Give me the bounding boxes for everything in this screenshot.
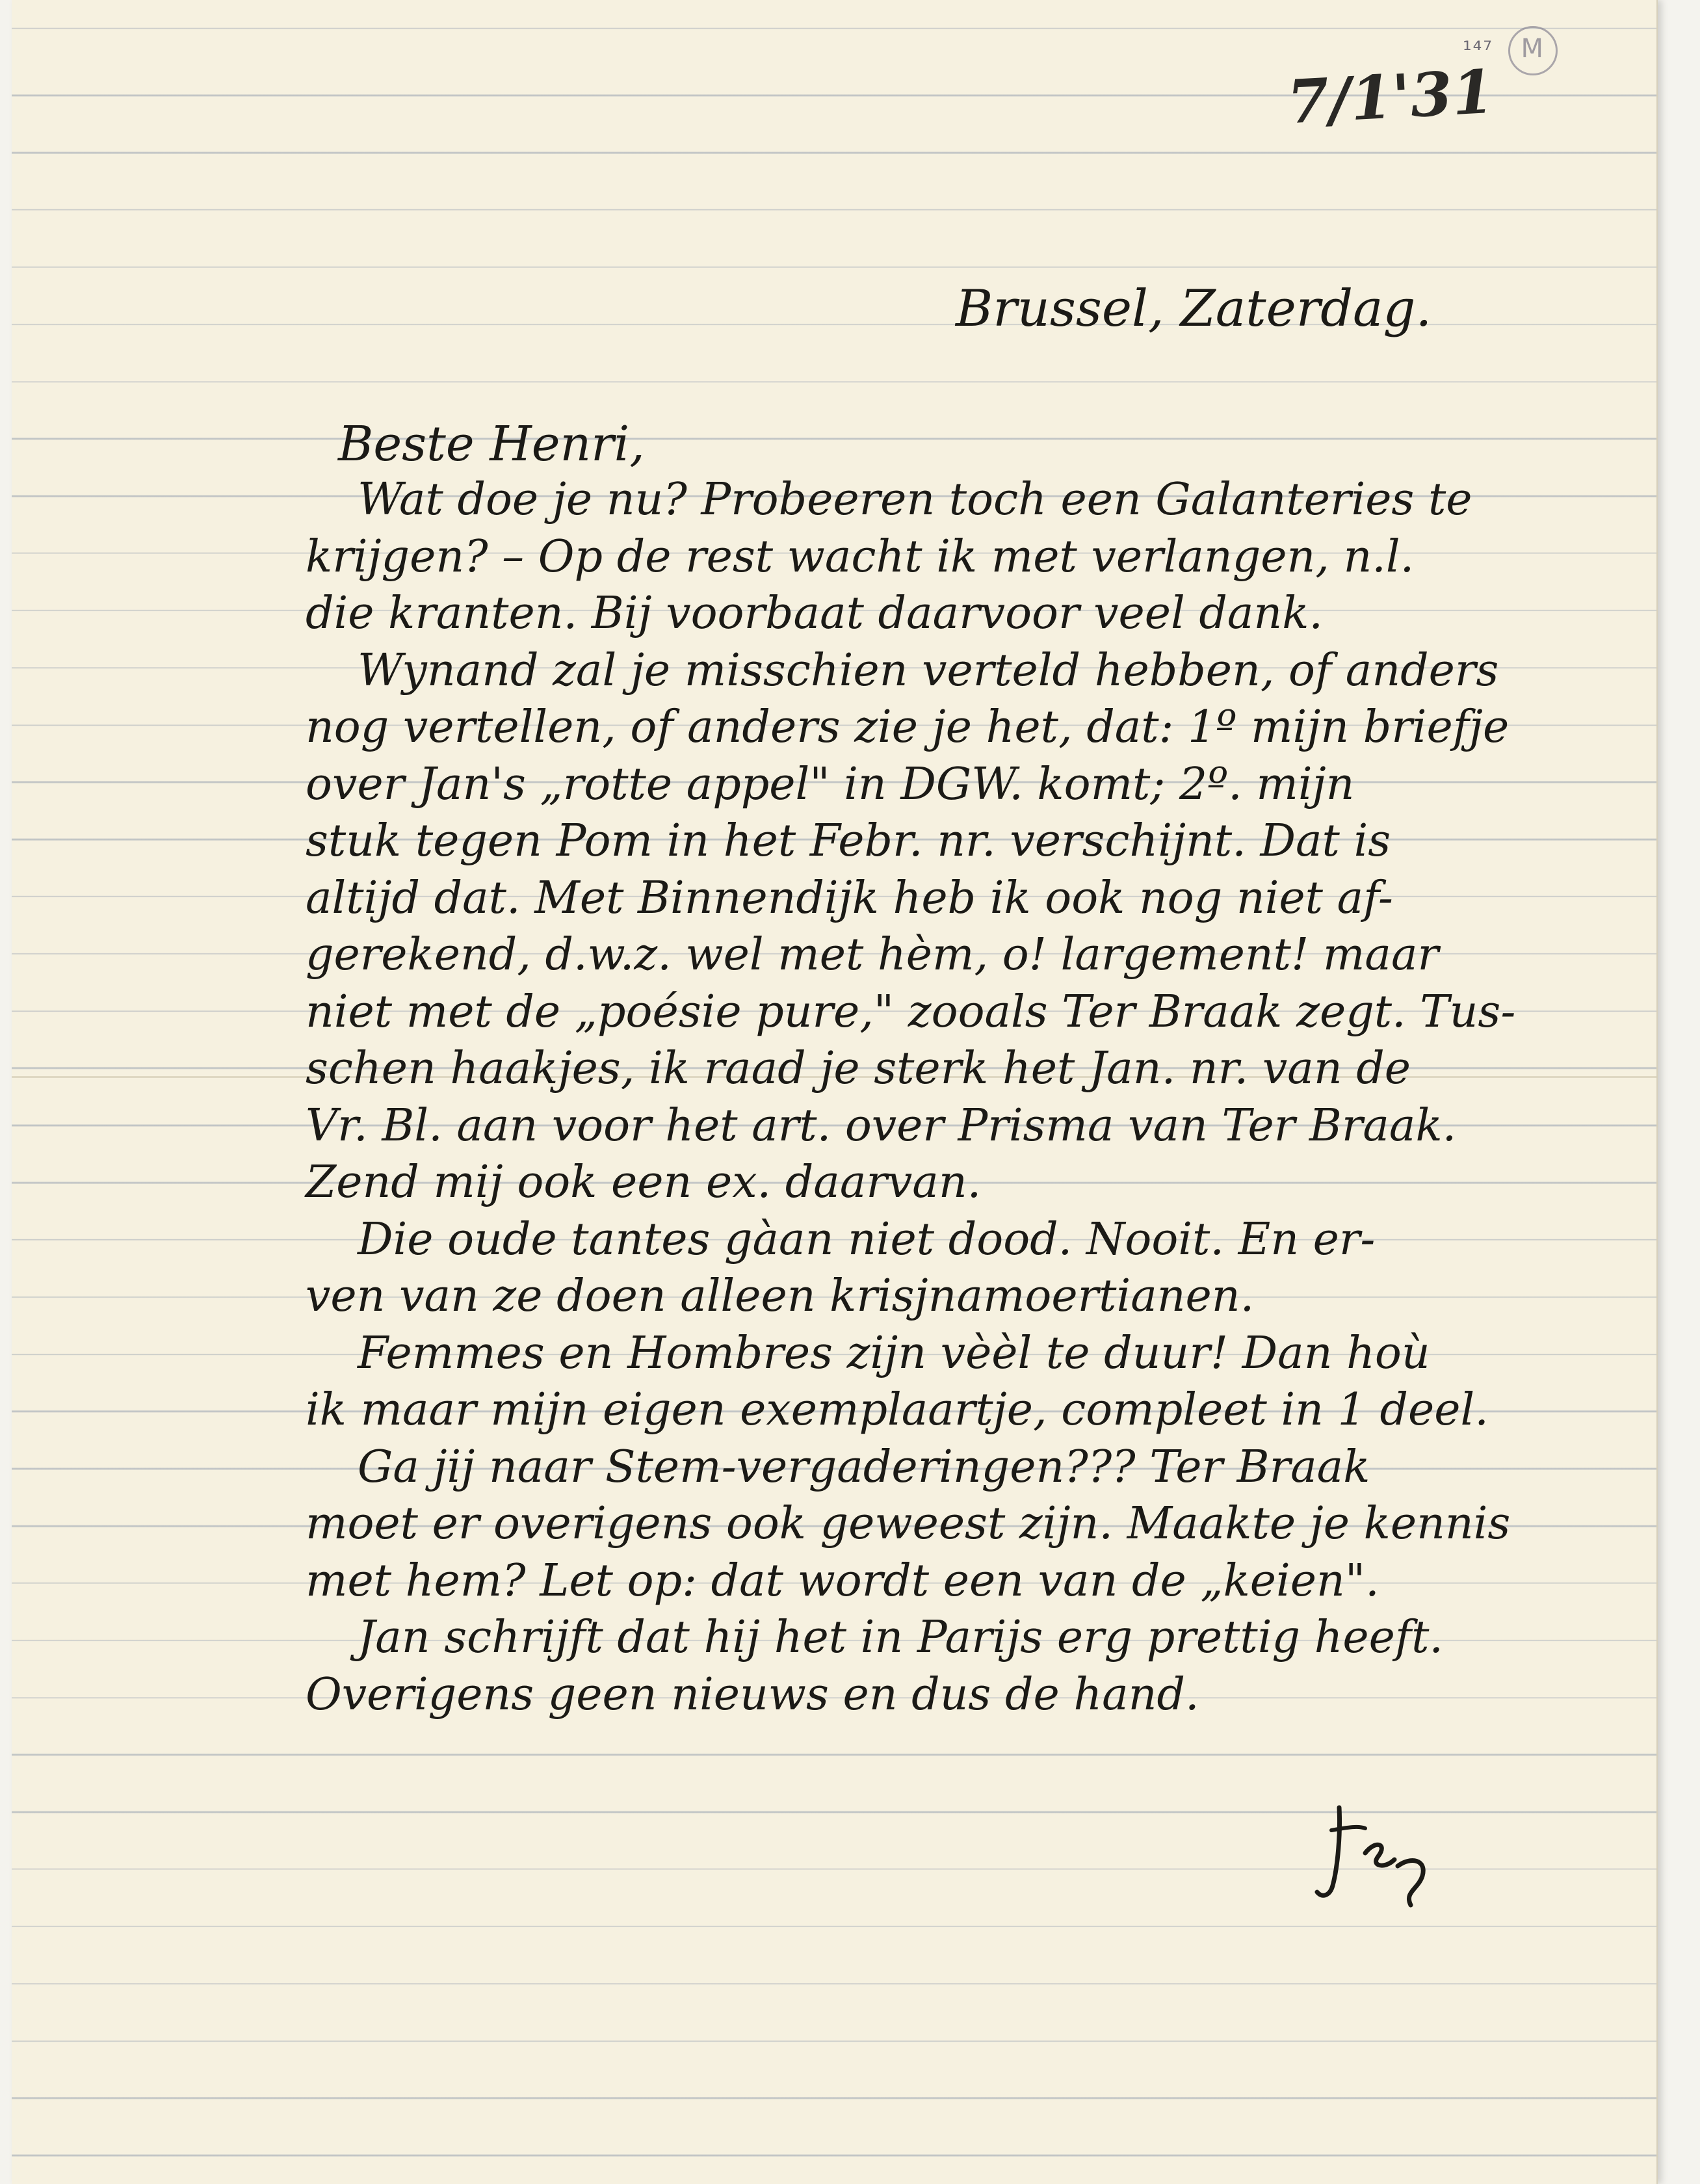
letter-line: ik maar mijn eigen exemplaartje, compleet in 1 deel. bbox=[306, 1384, 1489, 1436]
letter-line: moet er overigens ook geweest zijn. Maakte je kennis bbox=[306, 1498, 1511, 1549]
letter-line: gerekend, d.w.z. wel met hèm, o! largement! maar bbox=[306, 929, 1439, 980]
letter-line: die kranten. Bij voorbaat daarvoor veel dank. bbox=[306, 588, 1324, 639]
letter-line: altijd dat. Met Binnendijk heb ik ook nog niet af- bbox=[306, 872, 1393, 924]
letter-line: over Jan's „rotte appel" in DGW. komt; 2º. mijn bbox=[306, 758, 1355, 810]
letter-line: krijgen? – Op de rest wacht ik met verlangen, n.l. bbox=[306, 531, 1415, 583]
archive-number: ¹⁴⁷ bbox=[1463, 37, 1493, 63]
letter-line: Die oude tantes gàan niet dood. Nooit. En er- bbox=[358, 1213, 1376, 1265]
letter-line: Wynand zal je misschien verteld hebben, of anders bbox=[358, 644, 1499, 696]
letter-line: niet met de „poésie pure," zooals Ter Braak zegt. Tus- bbox=[306, 986, 1516, 1038]
letter-line: Ga jij naar Stem-vergaderingen??? Ter Braak bbox=[358, 1441, 1370, 1493]
letter-line: Overigens geen nieuws en dus de hand. bbox=[306, 1668, 1199, 1720]
letter-line: met hem? Let op: dat wordt een van de „keien". bbox=[306, 1555, 1380, 1607]
letter-date: 7/1'31 bbox=[1285, 56, 1496, 138]
letter-line: Femmes en Hombres zijn vèèl te duur! Dan hoù bbox=[358, 1327, 1430, 1379]
signature bbox=[1313, 1795, 1443, 1912]
letter-line: Zend mij ook een ex. daarvan. bbox=[306, 1157, 982, 1208]
letter-line: ven van ze doen alleen krisjnamoertianen. bbox=[306, 1270, 1255, 1322]
letter-line: Jan schrijft dat hij het in Parijs erg prettig heeft. bbox=[358, 1612, 1444, 1663]
letter-line: stuk tegen Pom in het Febr. nr. verschijnt. Dat is bbox=[306, 815, 1391, 867]
letter-line: schen haakjes, ik raad je sterk het Jan. nr. van de bbox=[306, 1043, 1411, 1094]
letter-line: Wat doe je nu? Probeeren toch een Galanteries te bbox=[358, 474, 1472, 525]
letter-body bbox=[306, 471, 1658, 1723]
letter-place: Brussel, Zaterdag. bbox=[956, 280, 1432, 338]
letter-line: Vr. Bl. aan voor het art. over Prisma van Ter Braak. bbox=[306, 1099, 1457, 1151]
letter-salutation: Beste Henri, bbox=[338, 416, 645, 472]
letter-line: nog vertellen, of anders zie je het, dat: 1º mijn briefje bbox=[306, 702, 1510, 753]
archive-stamp-icon: M bbox=[1508, 26, 1558, 75]
